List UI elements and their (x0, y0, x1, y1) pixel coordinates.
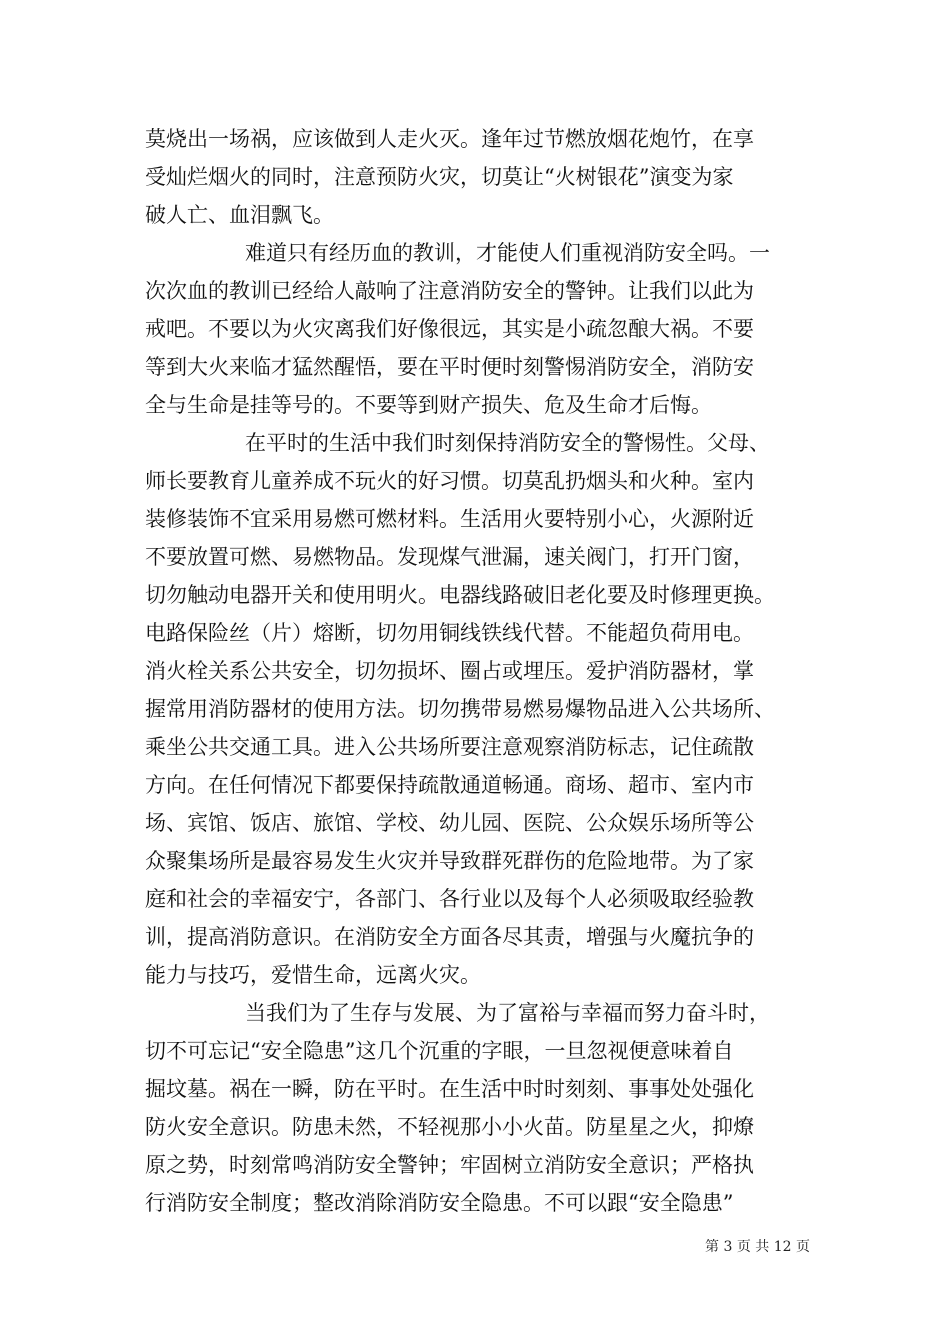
paragraph-line: 次次血的教训已经给人敲响了注意消防安全的警钟。让我们以此为 (145, 279, 754, 303)
paragraph-line: 防火安全意识。防患未然，不轻视那小小火苗。防星星之火，抑燎 (145, 1115, 754, 1139)
paragraph-line: 原之势，时刻常鸣消防安全警钟；牢固树立消防安全意识；严格执 (145, 1153, 754, 1177)
paragraph-line: 庭和社会的幸福安宁，各部门、各行业以及每个人必须吸取经验教 (145, 887, 754, 911)
body-text (145, 120, 805, 1222)
paragraph-line: 众聚集场所是最容易发生火灾并导致群死群伤的危险地带。为了家 (145, 849, 754, 873)
paragraph-line: 在平时的生活中我们时刻保持消防安全的警惕性。父母、 (245, 431, 770, 455)
paragraph (145, 120, 805, 234)
paragraph-line: 行消防安全制度；整改消除消防安全隐患。不可以跟“安全隐患” (145, 1191, 734, 1215)
paragraph-line: 掘坟墓。祸在一瞬，防在平时。在生活中时时刻刻、事事处处强化 (145, 1077, 754, 1101)
paragraph-line: 切勿触动电器开关和使用明火。电器线路破旧老化要及时修理更换。 (145, 583, 775, 607)
paragraph-line: 师长要教育儿童养成不玩火的好习惯。切莫乱扔烟头和火种。室内 (145, 469, 754, 493)
paragraph-line: 受灿烂烟火的同时，注意预防火灾，切莫让“火树银花”演变为家 (145, 165, 734, 189)
paragraph-line: 装修装饰不宜采用易燃可燃材料。生活用火要特别小心，火源附近 (145, 507, 754, 531)
paragraph-line: 莫烧出一场祸，应该做到人走火灭。逢年过节燃放烟花炮竹，在享 (145, 127, 754, 151)
paragraph-line: 难道只有经历血的教训，才能使人们重视消防安全吗。一 (245, 241, 770, 265)
page-number-footer: 第 3 页 共 12 页 (705, 1239, 810, 1255)
paragraph-line: 等到大火来临才猛然醒悟，要在平时便时刻警惕消防安全，消防安 (145, 355, 754, 379)
paragraph-line: 不要放置可燃、易燃物品。发现煤气泄漏，速关阀门，打开门窗， (145, 545, 754, 569)
paragraph-line: 电路保险丝（片）熔断，切勿用铜线铁线代替。不能超负荷用电。 (145, 621, 754, 645)
paragraph-line: 当我们为了生存与发展、为了富裕与幸福而努力奋斗时， (245, 1001, 770, 1025)
paragraph-line: 切不可忘记“安全隐患”这几个沉重的字眼，一旦忽视便意味着自 (145, 1039, 734, 1063)
paragraph-line: 全与生命是挂等号的。不要等到财产损失、危及生命才后悔。 (145, 393, 712, 417)
paragraph-line: 戒吧。不要以为火灾离我们好像很远，其实是小疏忽酿大祸。不要 (145, 317, 754, 341)
paragraph (145, 234, 805, 424)
paragraph (145, 424, 805, 994)
paragraph-line: 破人亡、血泪飘飞。 (145, 203, 334, 227)
paragraph-line: 场、宾馆、饭店、旅馆、学校、幼儿园、医院、公众娱乐场所等公 (145, 811, 754, 835)
paragraph-line: 方向。在任何情况下都要保持疏散通道畅通。商场、超市、室内市 (145, 773, 754, 797)
paragraph-line: 握常用消防器材的使用方法。切勿携带易燃易爆物品进入公共场所、 (145, 697, 775, 721)
paragraph-line: 能力与技巧，爱惜生命，远离火灾。 (145, 963, 481, 987)
paragraph-line: 训，提高消防意识。在消防安全方面各尽其责，增强与火魔抗争的 (145, 925, 754, 949)
paragraph (145, 994, 805, 1222)
paragraph-line: 乘坐公共交通工具。进入公共场所要注意观察消防标志，记住疏散 (145, 735, 754, 759)
paragraph-line: 消火栓关系公共安全，切勿损坏、圈占或埋压。爱护消防器材，掌 (145, 659, 754, 683)
